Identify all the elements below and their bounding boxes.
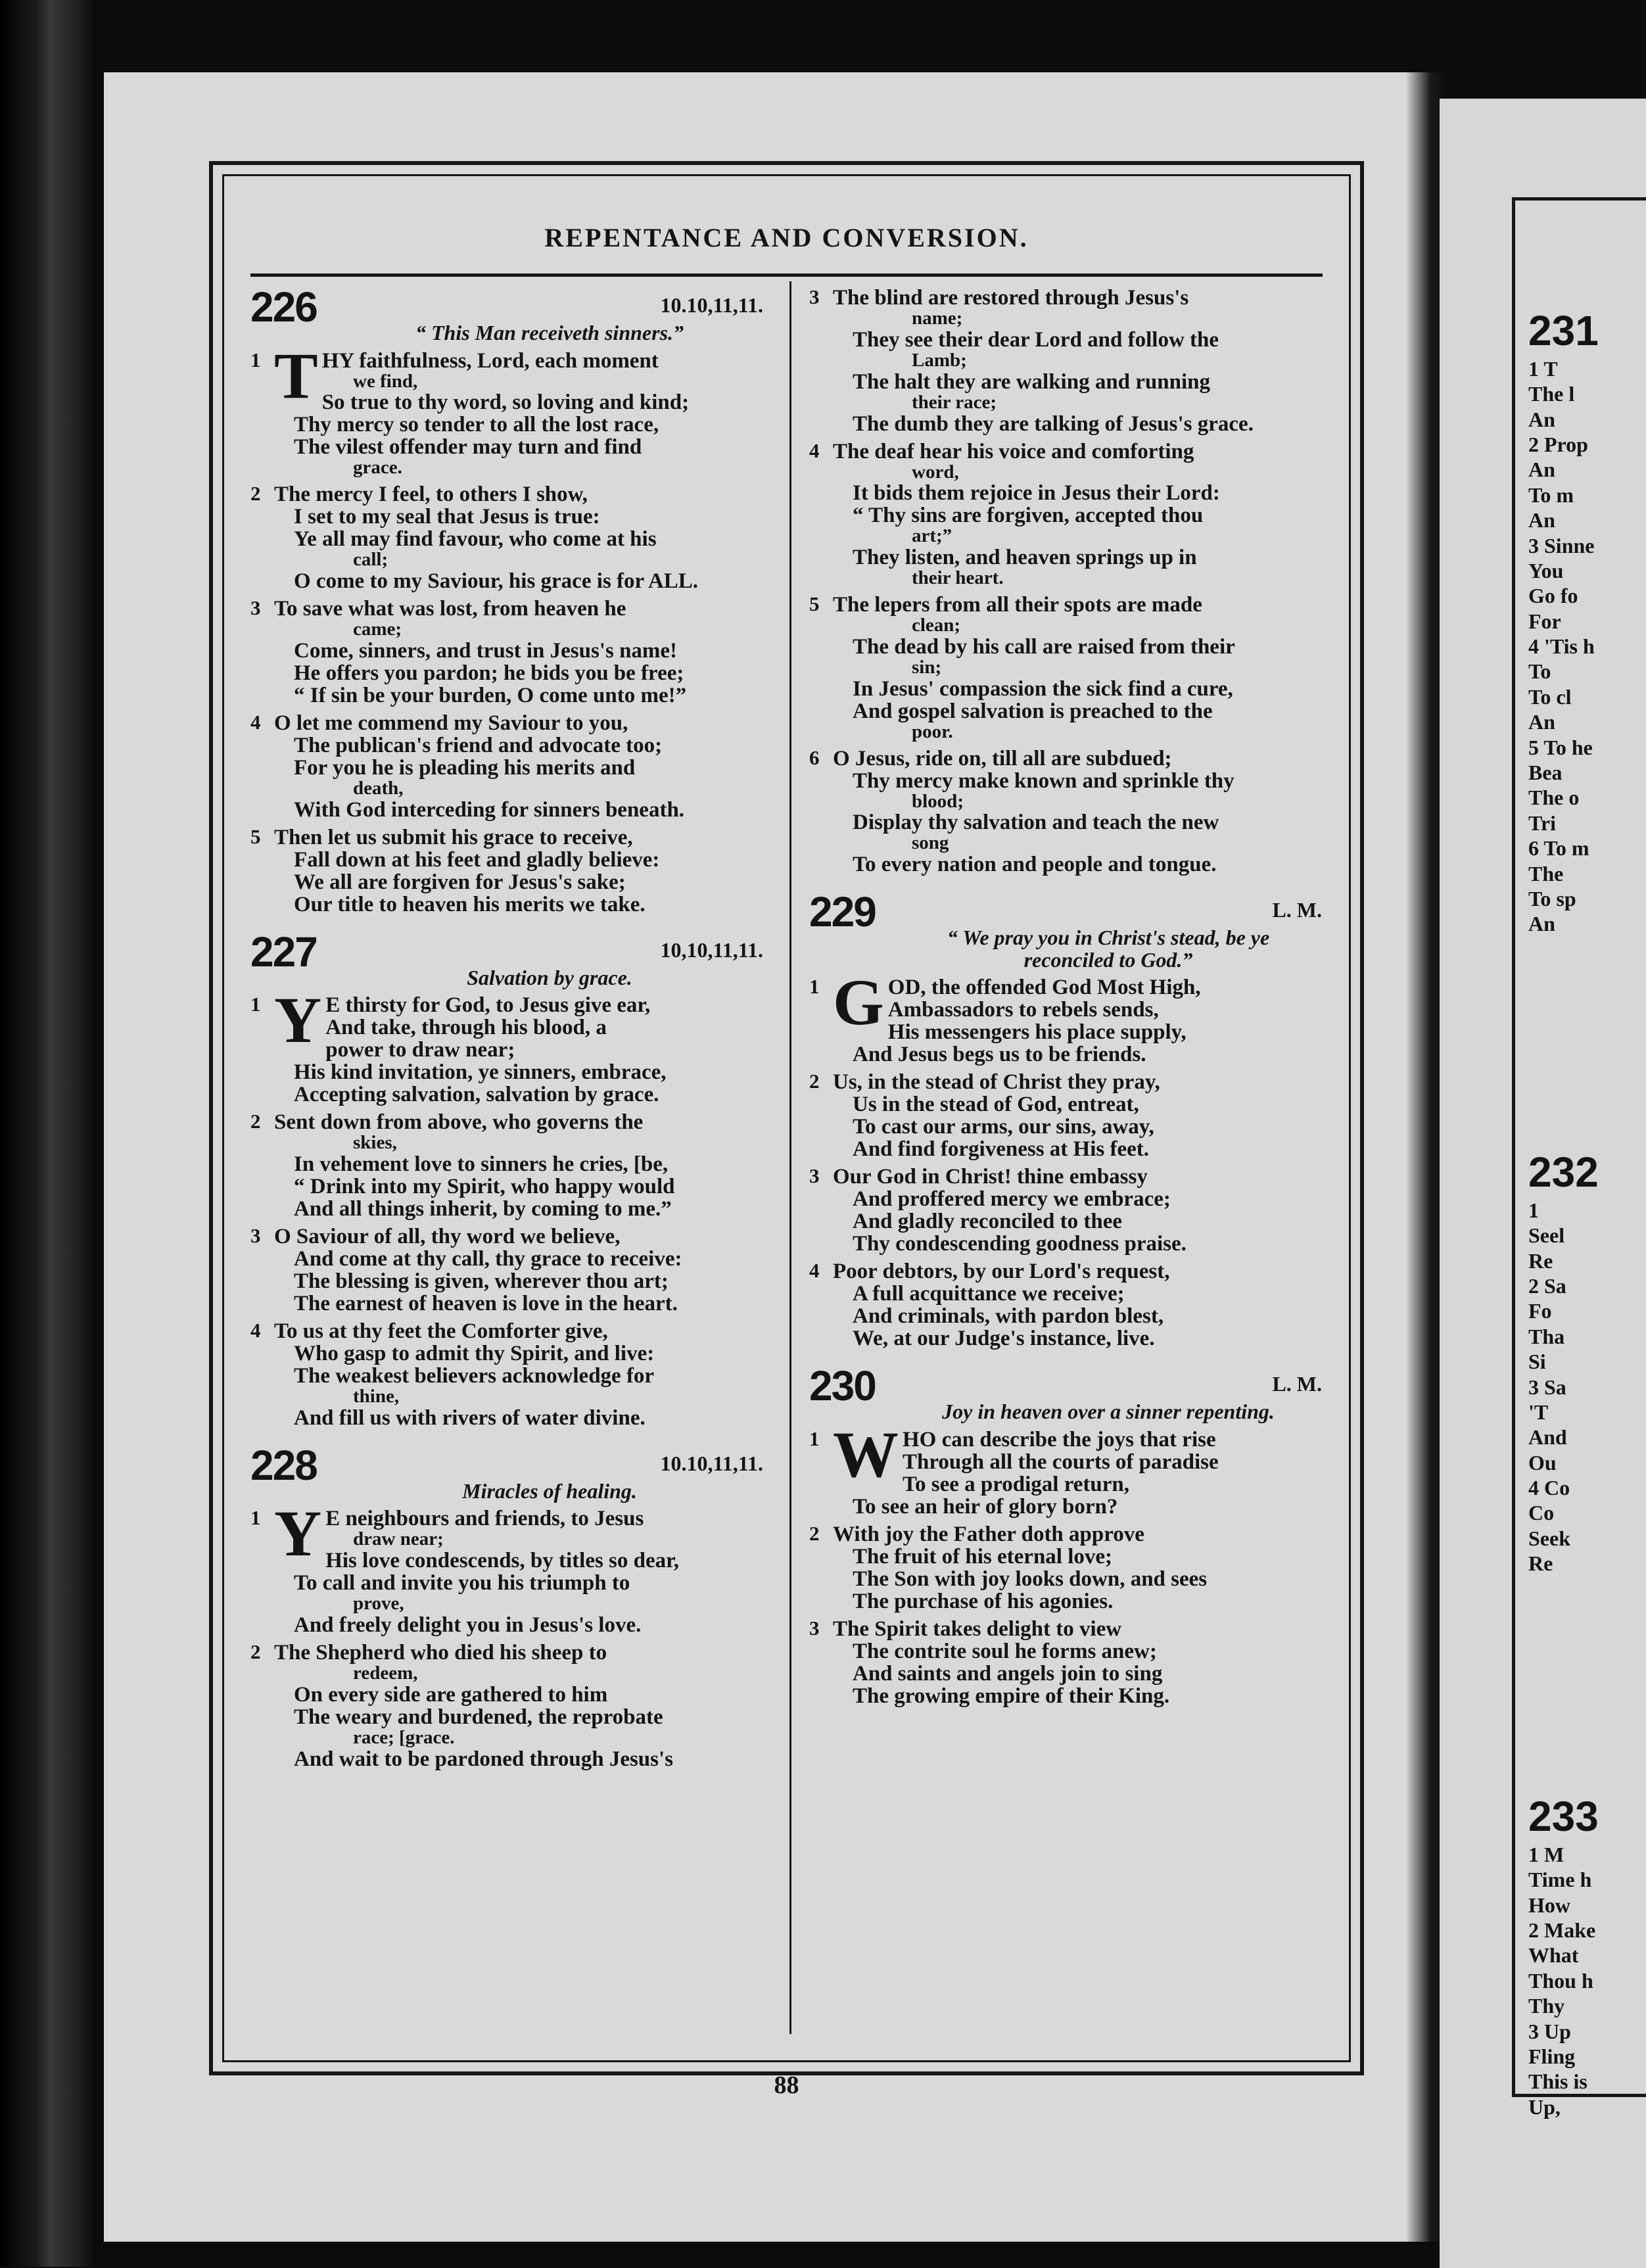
verse [250, 1111, 770, 1220]
verse-line: redeem, [353, 1662, 418, 1684]
hymnal-page [104, 72, 1425, 2242]
verse [809, 1166, 1329, 1255]
drop-capital: Y [274, 1497, 322, 1571]
verse-line: skies, [353, 1132, 397, 1154]
verse-line: The halt they are walking and running [853, 369, 1211, 394]
verse [809, 440, 1329, 589]
hymn-number: 227 [250, 928, 317, 976]
drop-capital: Y [274, 983, 322, 1057]
hymn-heading [250, 283, 770, 331]
drop-capital: G [833, 966, 884, 1039]
verse-line: Our God in Christ! thine embassy [833, 1165, 1148, 1189]
verse-fragment: 5 To he [1528, 735, 1593, 759]
verse [809, 1071, 1329, 1160]
hymn-meter: L. M. [1272, 898, 1322, 922]
verse-line: thine, [353, 1385, 400, 1407]
verse-line: To call and invite you his triumph to [294, 1571, 630, 1595]
verse-line: And wait to be pardoned through Jesus's [294, 1747, 674, 1771]
verse-number: 2 [809, 1070, 820, 1093]
verse-line: The fruit of his eternal love; [853, 1544, 1113, 1569]
verse-number: 1 [809, 975, 820, 999]
verse-line: Through all the courts of paradise [903, 1450, 1219, 1474]
verse-line: we find, [353, 370, 418, 392]
next-page-hymn-233 [1528, 1791, 1599, 2119]
verse-line: And gospel salvation is preached to the [853, 699, 1213, 723]
verse [250, 1225, 770, 1315]
verse [809, 594, 1329, 742]
verse-line: The weakest believers acknowledge for [294, 1363, 655, 1388]
verse-line: With joy the Father doth approve [833, 1522, 1144, 1546]
hymn-230 [809, 1362, 1329, 1708]
verse-line: We all are forgiven for Jesus's sake; [294, 870, 626, 894]
verse-line: Our title to heaven his merits we take. [294, 892, 646, 916]
verse-line: Come, sinners, and trust in Jesus's name! [294, 638, 678, 663]
verse-line: song [912, 832, 949, 854]
verse-line: race; [grace. [353, 1726, 455, 1748]
verse-line: And criminals, with pardon blest, [853, 1304, 1164, 1329]
verse [250, 712, 770, 821]
verse-line: His messengers his place supply, [887, 1020, 1187, 1045]
verse-line: His kind invitation, ye sinners, embrace, [294, 1060, 667, 1085]
verse-line: The Shepherd who died his sheep to [274, 1640, 607, 1665]
verse-line: power to draw near; [325, 1038, 515, 1062]
page-number: 88 [774, 2071, 799, 2099]
verse-fragment: 3 Up [1528, 2019, 1571, 2043]
verse-line: And proffered mercy we embrace; [853, 1187, 1171, 1212]
verse-line: call; [353, 549, 388, 571]
verse-line: sin; [912, 656, 942, 678]
verse-line: To every nation and people and tongue. [853, 853, 1217, 877]
verse-fragment: 2 Make [1528, 1918, 1596, 1942]
verse-number: 1 [809, 1427, 820, 1450]
verse-line: E thirsty for God, to Jesus give ear, [325, 993, 651, 1018]
verse-line: draw near; [353, 1528, 444, 1550]
verse [250, 339, 770, 479]
hymn-title: Joy in heaven over a sinner repenting. [942, 1400, 1275, 1424]
verse [809, 287, 1329, 435]
verse-line: Us, in the stead of Christ they pray, [833, 1070, 1160, 1095]
verse-fragment: Bea [1528, 761, 1563, 785]
verse-line: Accepting salvation, salvation by grace. [294, 1083, 659, 1107]
verse-line: O let me commend my Saviour to you, [274, 711, 628, 735]
next-page-hymn-232 [1528, 1147, 1599, 1576]
hymn-title: “ This Man receiveth sinners.” [415, 321, 684, 344]
verse-fragment: To cl [1528, 684, 1572, 709]
hymn-number: 230 [809, 1362, 876, 1410]
verse-line: death, [353, 777, 404, 799]
verse-line: The dead by his call are raised from their [853, 634, 1235, 659]
verse-line: clean; [912, 615, 961, 636]
verse-fragment: 2 Sa [1528, 1273, 1566, 1298]
verse-line: And Jesus begs us to be friends. [853, 1043, 1146, 1067]
verse-line: “ Drink into my Spirit, who happy would [294, 1174, 675, 1198]
verse [809, 747, 1329, 876]
verse-line: And take, through his blood, a [325, 1016, 607, 1040]
verse-number: 1 [250, 993, 261, 1016]
verse-fragment: 3 Sa [1528, 1375, 1566, 1399]
column-rule [789, 281, 791, 2034]
verse-line: “ If sin be your burden, O come unto me!” [294, 683, 687, 707]
verse-line: O Saviour of all, thy word we believe, [274, 1224, 621, 1248]
verse-fragment: Thou h [1528, 1968, 1593, 1993]
verse-line: On every side are gathered to him [294, 1682, 608, 1707]
verse-line: And saints and angels join to sing [853, 1661, 1163, 1686]
verse-fragment: Up, [1528, 2094, 1561, 2119]
verse-fragment: The [1528, 861, 1564, 886]
verse-line: HY faithfulness, Lord, each moment [321, 348, 659, 373]
verse-line: To cast our arms, our sins, away, [853, 1115, 1154, 1139]
verse-line: Who gasp to admit thy Spirit, and live: [294, 1341, 655, 1365]
verse-line: And fill us with rivers of water divine. [294, 1406, 646, 1430]
verse [809, 966, 1329, 1067]
hymn-226 [250, 283, 770, 916]
hymn-title: Miracles of healing. [462, 1478, 637, 1503]
verse-line: word, [912, 461, 959, 483]
verse-number: 2 [250, 482, 261, 506]
verse-fragment: Go fo [1528, 584, 1578, 608]
verse-fragment: Ou [1528, 1450, 1557, 1475]
verse-fragment: Fling [1528, 2044, 1576, 2068]
next-page-frame [1512, 197, 1646, 2119]
left-column [250, 283, 770, 1786]
verse-line: In vehement love to sinners he cries, [be, [294, 1152, 669, 1176]
verse-line: The publican's friend and advocate too; [294, 733, 663, 757]
hymn-title: Salvation by grace. [467, 965, 632, 989]
verse-fragment: Re [1528, 1551, 1553, 1576]
verse-line: Ye all may find favour, who come at his [294, 527, 657, 552]
verse-line: The earnest of heaven is love in the heart. [294, 1291, 678, 1315]
verse-line: It bids them rejoice in Jesus their Lord: [853, 481, 1220, 506]
verse-fragment: 4 'Tis h [1528, 634, 1595, 659]
next-page-edge [1440, 99, 1646, 2268]
verse-line: Thy condescending goodness praise. [853, 1232, 1187, 1256]
verse-line: The blessing is given, wherever thou art; [294, 1269, 669, 1293]
verse-fragment: The l [1528, 382, 1575, 406]
page-frame [209, 161, 1364, 2099]
hymn-continued [809, 287, 1329, 876]
hymn-meter: 10,10,11,11. [660, 937, 763, 962]
verse [809, 1618, 1329, 1707]
verse-line: So true to thy word, so loving and kind; [321, 390, 690, 415]
hymn-number: 226 [250, 283, 317, 331]
verse-fragment: To [1528, 659, 1551, 684]
verse-line: O Jesus, ride on, till all are subdued; [833, 746, 1172, 770]
verse-line: And find forgiveness at His feet. [853, 1137, 1149, 1162]
drop-capital: T [274, 339, 318, 412]
hymn-number: 232 [1528, 1148, 1599, 1196]
verse-line: And gladly reconciled to thee [853, 1210, 1123, 1234]
hymn-heading [250, 1441, 770, 1489]
verse-line: Display thy salvation and teach the new [853, 811, 1219, 835]
verse-number: 3 [250, 596, 261, 620]
verse-line: The mercy I feel, to others I show, [274, 483, 588, 507]
verse-fragment: An [1528, 710, 1555, 734]
verse-line: We, at our Judge's instance, live. [853, 1327, 1155, 1351]
verse-line: Fall down at his feet and gladly believe: [294, 847, 660, 872]
verse-line: I set to my seal that Jesus is true: [294, 505, 600, 529]
verse-number: 3 [809, 1164, 820, 1188]
verse-number: 4 [250, 710, 261, 734]
verse-line: “ Thy sins are forgiven, accepted thou [853, 504, 1204, 528]
hymn-heading [250, 928, 770, 976]
verse-fragment: What [1528, 1943, 1579, 1968]
verse-line: came; [353, 619, 402, 640]
verse-fragment: You [1528, 558, 1564, 582]
verse-fragment: 3 Sinne [1528, 533, 1595, 557]
verse-fragment: An [1528, 508, 1555, 532]
verse-line: The purchase of his agonies. [853, 1589, 1114, 1613]
verse [809, 1417, 1329, 1519]
verse-number: 5 [250, 824, 261, 848]
verse-line: E neighbours and friends, to Jesus [325, 1507, 644, 1531]
verse [250, 826, 770, 916]
verse-line: HO can describe the joys that rise [903, 1427, 1216, 1452]
verse-line: blood; [912, 790, 964, 812]
verse-fragment: 'T [1528, 1400, 1549, 1424]
verse-line: The weary and burdened, the reprobate [294, 1705, 663, 1729]
verse-line: their heart. [912, 567, 1004, 589]
verse-fragment: For [1528, 609, 1561, 633]
verse-fragment: 1 M [1528, 1842, 1564, 1866]
running-head: REPENTANCE AND CONVERSION. [544, 223, 1029, 252]
verse-line: poor. [912, 721, 953, 742]
verse-line: The lepers from all their spots are made [833, 593, 1202, 617]
verse-line: He offers you pardon; he bids you be free; [294, 661, 684, 685]
verse-line: The blind are restored through Jesus's [833, 286, 1189, 310]
verse-line: The dumb they are talking of Jesus's grace. [853, 412, 1254, 436]
verse-line: O come to my Saviour, his grace is for ALL. [294, 569, 699, 594]
verse-number: 4 [809, 1259, 820, 1283]
verse-fragment: Tha [1528, 1324, 1565, 1348]
verse-number: 3 [809, 285, 820, 308]
verse-line: The Son with joy looks down, and sees [853, 1567, 1208, 1591]
verse-fragment: Re [1528, 1248, 1553, 1273]
hymn-title: “ We pray you in Christ's stead, be ye reconciled to God.” [947, 926, 1270, 972]
verse-fragment: Time h [1528, 1868, 1592, 1892]
verse-line: In Jesus' compassion the sick find a cure, [853, 676, 1233, 701]
hymn-meter: 10.10,11,11. [660, 293, 763, 317]
verse-line: Poor debtors, by our Lord's request, [833, 1260, 1170, 1284]
verse-fragment: Tri [1528, 811, 1557, 835]
verse-line: And all things inherit, by coming to me.” [294, 1196, 672, 1221]
verse-line: With God interceding for sinners beneath. [294, 797, 685, 822]
verse-number: 5 [809, 592, 820, 616]
verse [250, 983, 770, 1107]
verse-number: 1 [250, 1506, 261, 1530]
verse-line: They see their dear Lord and follow the [853, 327, 1219, 352]
verse-number: 4 [809, 438, 820, 462]
verse-fragment: 2 Prop [1528, 432, 1588, 456]
hymn-228 [250, 1441, 770, 1771]
verse-line: Then let us submit his grace to receive, [274, 825, 633, 849]
verse-line: grace. [353, 457, 402, 479]
verse-line: Thy mercy make known and sprinkle thy [853, 768, 1234, 793]
verse-line: They listen, and heaven springs up in [853, 546, 1197, 570]
verse-fragment: 1 [1528, 1198, 1539, 1222]
verse-line: The growing empire of their King. [853, 1684, 1170, 1708]
verse-line: art;” [912, 525, 952, 547]
verse-number: 6 [809, 745, 820, 769]
verse-line: OD, the offended God Most High, [887, 976, 1201, 1000]
verse-number: 3 [250, 1223, 261, 1247]
verse-line: A full acquittance we receive; [853, 1282, 1125, 1306]
verse-number: 2 [809, 1521, 820, 1545]
hymn-heading [809, 888, 1329, 936]
verse-line: Us in the stead of God, entreat, [853, 1093, 1139, 1117]
verse-line: Thy mercy so tender to all the lost race, [294, 413, 659, 437]
verse-line: Lamb; [912, 349, 967, 371]
verse-fragment: How [1528, 1893, 1570, 1917]
verse-fragment: This is [1528, 2069, 1587, 2094]
drop-capital: W [833, 1417, 899, 1491]
verse [250, 1642, 770, 1770]
page-frame-inner [222, 174, 1351, 2099]
verse-line: For you he is pleading his merits and [294, 755, 636, 780]
verse-number: 2 [250, 1640, 261, 1663]
verse-fragment: And [1528, 1425, 1567, 1450]
verse-fragment: An [1528, 912, 1555, 936]
verse-line: To see an heir of glory born? [853, 1494, 1118, 1519]
verse-line: To see a prodigal return, [903, 1472, 1130, 1496]
hymn-heading [809, 1362, 1329, 1410]
verse-fragment: An [1528, 458, 1555, 482]
verse-line: their race; [912, 391, 997, 413]
verse-fragment: Seek [1528, 1526, 1570, 1550]
verse-line: And come at thy call, thy grace to receive: [294, 1246, 682, 1271]
verse-line: Sent down from above, who governs the [274, 1110, 644, 1135]
verse-fragment: 6 To m [1528, 836, 1589, 861]
verse-line: prove, [353, 1593, 404, 1615]
hymn-number: 228 [250, 1441, 317, 1489]
verse-fragment: Si [1528, 1350, 1546, 1374]
verse-line: Ambassadors to rebels sends, [887, 998, 1159, 1022]
verse-line: To us at thy feet the Comforter give, [274, 1319, 608, 1343]
verse [809, 1523, 1329, 1613]
verse [250, 483, 770, 592]
verse-line: The vilest offender may turn and find [294, 435, 642, 460]
verse-number: 4 [250, 1318, 261, 1342]
verse-fragment: The o [1528, 786, 1580, 810]
verse-fragment: 4 Co [1528, 1476, 1570, 1500]
verse-line: His love condescends, by titles so dear, [325, 1549, 680, 1573]
verse-number: 2 [250, 1110, 261, 1133]
verse-number: 3 [809, 1616, 820, 1640]
verse-line: To save what was lost, from heaven he [274, 597, 626, 621]
hymn-meter: 10.10,11,11. [660, 1451, 763, 1475]
hymn-number: 233 [1528, 1793, 1599, 1840]
verse-fragment: Co [1528, 1501, 1555, 1525]
right-column [809, 287, 1329, 1723]
hymn-meter: L. M. [1272, 1372, 1322, 1396]
verse [809, 1260, 1329, 1350]
verse [250, 598, 770, 707]
hymn-227 [250, 928, 770, 1430]
verse-fragment: An [1528, 407, 1555, 431]
verse-line: The Spirit takes delight to view [833, 1617, 1122, 1641]
verse-number: 1 [250, 348, 261, 371]
verse [250, 1497, 770, 1637]
binding-edge [0, 0, 92, 2267]
hymn-229 [809, 888, 1329, 1351]
verse-fragment: To m [1528, 483, 1574, 507]
hymn-number: 229 [809, 888, 876, 936]
hymn-number: 231 [1528, 307, 1599, 354]
verse-fragment: To sp [1528, 887, 1576, 910]
verse-fragment: Seel [1528, 1223, 1565, 1248]
verse [250, 1320, 770, 1429]
verse-fragment: Thy [1528, 1994, 1565, 2018]
head-rule [250, 273, 1323, 277]
next-page-hymn-231 [1528, 306, 1599, 937]
verse-line: The deaf hear his voice and comforting [833, 439, 1194, 463]
verse-line: The contrite soul he forms anew; [853, 1639, 1157, 1663]
verse-line: And freely delight you in Jesus's love. [294, 1613, 642, 1637]
verse-line: name; [912, 307, 963, 329]
verse-fragment: 1 T [1528, 356, 1558, 381]
verse-fragment: Fo [1528, 1299, 1552, 1323]
